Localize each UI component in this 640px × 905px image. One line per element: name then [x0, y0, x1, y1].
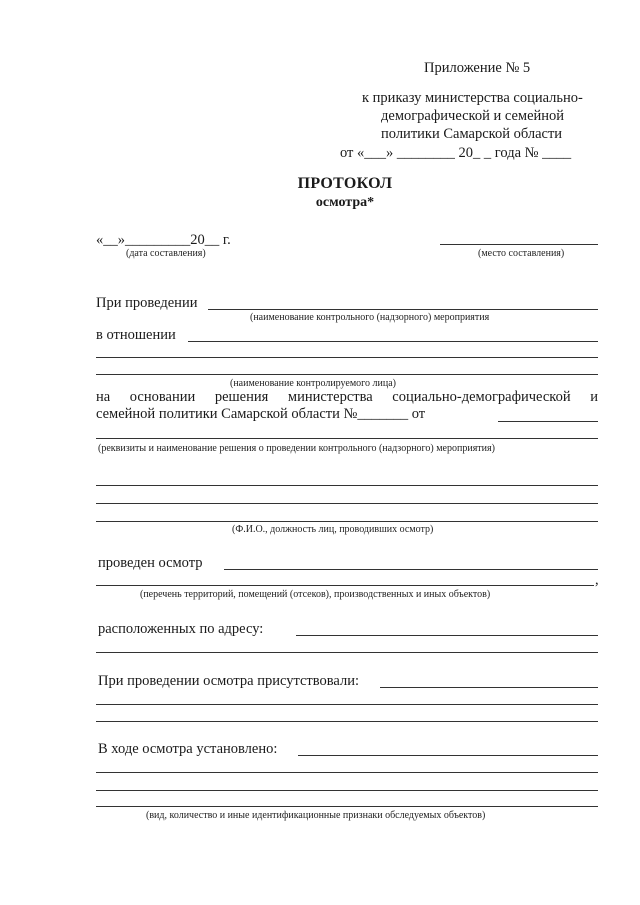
regarding-line: [188, 341, 598, 342]
address-label: расположенных по адресу:: [98, 621, 264, 637]
conducting-line: [208, 309, 598, 310]
inspection-label: проведен осмотр: [98, 555, 203, 571]
basis-line2: семейной политики Самарской области №_______ от: [96, 406, 426, 422]
compilation-date: «__»_________20__ г.: [96, 232, 231, 248]
decision-caption: (реквизиты и наименование решения о проведении контрольного (надзорного) мероприятия): [98, 443, 495, 454]
address-line-2: [96, 652, 598, 653]
decision-date-line: [498, 421, 598, 422]
established-line-3: [96, 790, 598, 791]
entity-line-1: [96, 357, 598, 358]
inspection-line: [224, 569, 598, 570]
objects-comma: ,: [595, 572, 599, 588]
order-reference-line2: демографической и семейной: [381, 108, 565, 124]
persons-line-2: [96, 503, 598, 504]
present-line-1: [380, 687, 598, 688]
present-label: При проведении осмотра присутствовали:: [98, 673, 359, 689]
regarding-label: в отношении: [96, 327, 176, 343]
entity-line-2: [96, 374, 598, 375]
conducting-label: При проведении: [96, 295, 198, 311]
place-caption: (место составления): [478, 248, 565, 259]
entity-caption: (наименование контролируемого лица): [230, 378, 396, 389]
date-caption: (дата составления): [126, 248, 206, 259]
place-line: [440, 244, 598, 245]
order-reference-line3: политики Самарской области: [381, 126, 563, 142]
document-subtitle: осмотра*: [315, 195, 375, 210]
persons-line-1: [96, 485, 598, 486]
established-line-4: [96, 806, 598, 807]
persons-caption: (Ф.И.О., должность лиц, проводивших осмотр): [232, 524, 434, 535]
features-caption: (вид, количество и иные идентификационные признаки обследуемых объектов): [146, 810, 486, 821]
present-line-3: [96, 721, 598, 722]
present-line-2: [96, 704, 598, 705]
conducting-caption: (наименование контрольного (надзорного) мероприятия: [250, 312, 490, 323]
basis-line1: на основании решения министерства социально-демографической и: [96, 389, 598, 405]
order-reference-line1: к приказу министерства социально-: [362, 90, 583, 106]
established-line-1: [298, 755, 598, 756]
document-title: ПРОТОКОЛ: [297, 175, 393, 192]
established-label: В ходе осмотра установлено:: [98, 741, 278, 757]
order-date-number: от «___» ________ 20_ _ года № ____: [340, 145, 572, 161]
established-line-2: [96, 772, 598, 773]
address-line-1: [296, 635, 598, 636]
decision-line: [96, 438, 598, 439]
persons-line-3: [96, 521, 598, 522]
objects-line: [96, 585, 594, 586]
appendix-number: Приложение № 5: [424, 60, 531, 76]
objects-caption: (перечень территорий, помещений (отсеков), производственных и иных объектов): [140, 589, 491, 600]
